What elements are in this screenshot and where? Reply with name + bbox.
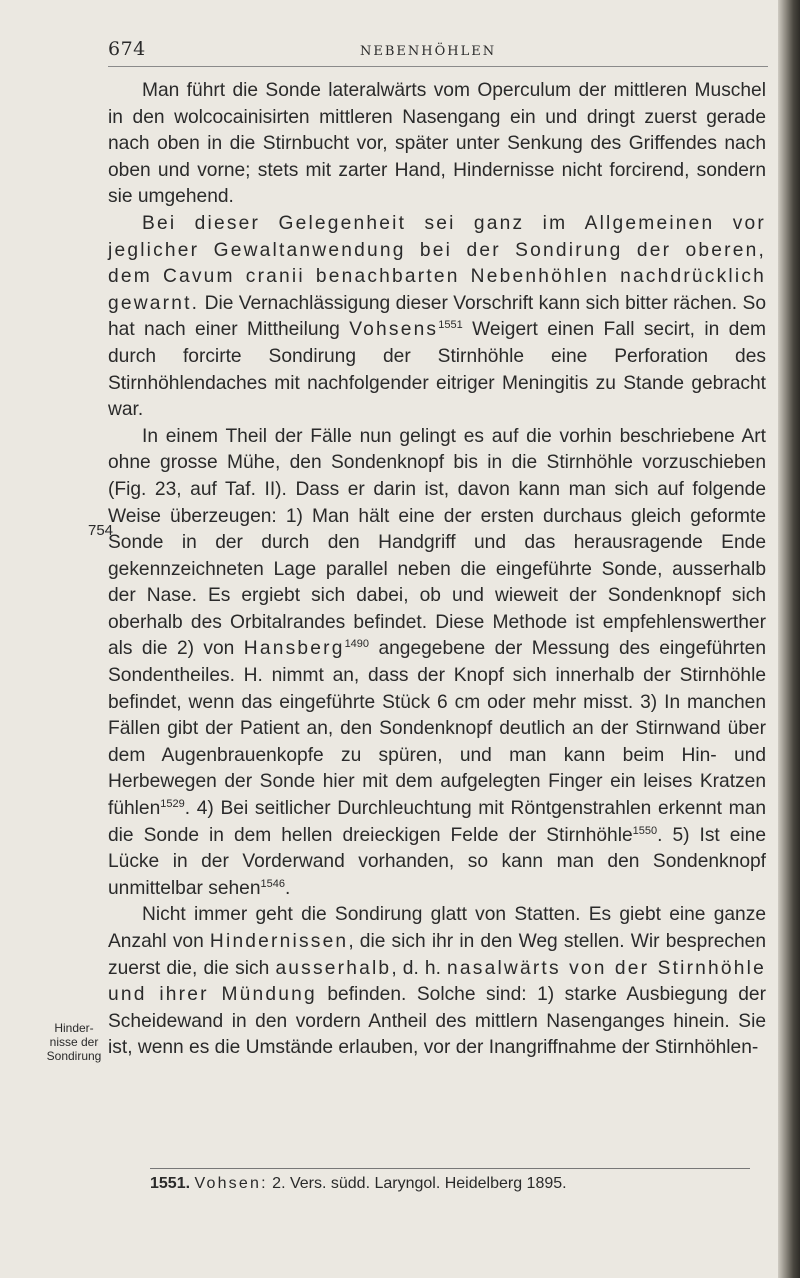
- text-run: .: [285, 877, 291, 899]
- text-run: Die Vernachlässigung dieser Vorschrift kann sich bitter rächen. So hat nach einer Mittheilung: [108, 292, 766, 341]
- emphasis-text: nasalwärts von der Stirnhöhle und ihrer Mündung: [108, 957, 766, 1006]
- margin-note-line: Sondirung: [46, 1049, 102, 1063]
- text-run: , d. h.: [391, 957, 448, 979]
- body-text: [108, 78, 766, 1062]
- footnote: [150, 1168, 750, 1193]
- author-name: Vohsens: [349, 319, 439, 341]
- text-run: . 5) Ist eine Lücke in der Vorderwand vorhanden, so kann man den Sondenknopf unmittelbar sehen: [108, 824, 767, 899]
- reference-number: 1490: [344, 638, 370, 651]
- margin-note-line: Hinder-: [54, 1021, 94, 1035]
- page-edge-shadow: [778, 0, 800, 1278]
- text-run: . 4) Bei seitlicher Durchleuchtung mit Röntgenstrahlen erkennt man die Sonde in dem hellen dreieckigen Felde der Stirnhöhle: [108, 798, 766, 846]
- footnote-author: Vohsen:: [194, 1175, 268, 1192]
- text-run: Nicht immer geht die Sondirung glatt von Statten. Es giebt eine ganze Anzahl von: [108, 904, 766, 952]
- paragraph-4: [108, 902, 766, 1062]
- margin-note-line: nisse der: [49, 1035, 99, 1049]
- page-number: 674: [108, 38, 146, 60]
- text-run: , die sich ihr in den Weg stellen. Wir besprechen zuerst die, die sich: [108, 931, 766, 979]
- paragraph-3: [108, 424, 766, 903]
- emphasis-text: Hindernissen: [209, 931, 349, 952]
- paragraph-1: Man führt die Sonde lateralwärts vom Operculum der mittleren Muschel in den wolcocainisirten mittleren Nasengang ein und dringt zuerst gerade nach oben in die Stirnbucht vor, später unter Senkung des Griffendes nach oben und vorne; stets mit zarter Hand, Hindernisse nicht forcirend, sondern sie umgehend.: [108, 80, 766, 208]
- margin-note: [44, 1021, 104, 1063]
- reference-number: 1550: [632, 824, 658, 837]
- footnote-text: 2. Vers. südd. Laryngol. Heidelberg 1895.: [267, 1175, 567, 1192]
- text-run: In einem Theil der Fälle nun gelingt es auf die vorhin beschriebene Art ohne grosse Mühe, den Sondenknopf bis in die Stirnhöhle vorzuschieben (Fig. 23, auf Taf. II). Dass er darin ist, davon kann man sich auf folgende Weise überzeugen: 1) Man hält eine der ersten durchaus gleich geformte Sonde in der durch den Handgriff und das herausragende Ende gekennzeichneten Lage parallel neben die eingeführte Sonde, ausserhalb der Nase. Es ergiebt sich dabei, ob und wieweit der Sondenknopf sich oberhalb des Orbitalrandes befindet. Diese Methode ist empfehlenswerther als die 2) von: [108, 425, 766, 660]
- emphasis-text: ausserhalb: [275, 957, 392, 979]
- reference-number: 1529: [160, 798, 185, 811]
- running-head: NEBENHÖHLEN: [360, 44, 497, 59]
- text-run: befinden. Solche sind: 1) starke Ausbiegung der Scheidewand in den vordern Antheil des mittlern Nasenganges hinein. Sie ist, wenn es die Umstände erlauben, vor der Inangriffnahme der Stirnhöhlen-: [108, 984, 766, 1059]
- text-run: angegebene der Messung des eingeführten Sondentheiles. H. nimmt an, dass der Knopf sich innerhalb der Stirnhöhle befindet, wenn das eingeführte Stück 6 cm oder mehr misst. 3) In manchen Fällen gibt der Patient an, den Sondenknopf deutlich an der Stirnwand über dem Augenbrauenkopfe zu spüren, und man kann beim Hin- und Herbewegen der Sonde hier mit dem aufgelegten Finger ein leises Kratzen fühlen: [108, 638, 766, 820]
- text-run: Weigert einen Fall secirt, in dem durch forcirte Sondirung der Stirnhöhle eine Perforation des Stirnhöhlendaches mit nachfolgender eitriger Meningitis zu Stande gebracht war.: [108, 319, 766, 421]
- paragraph-2: [108, 211, 766, 424]
- page-header: [108, 36, 768, 67]
- author-name: Hansberg: [243, 638, 345, 660]
- emphasis-text: Bei dieser Gelegenheit sei ganz im Allgemeinen vor jeglicher Gewaltanwendung bei der Sondirung der oberen, dem Cavum cranii benachbarten Nebenhöhlen nachdrücklich gewarnt.: [108, 212, 766, 314]
- section-number: 754: [88, 522, 114, 539]
- reference-number: 1546: [260, 877, 286, 890]
- reference-number: 1551: [438, 319, 463, 332]
- footnote-number: 1551.: [150, 1175, 191, 1192]
